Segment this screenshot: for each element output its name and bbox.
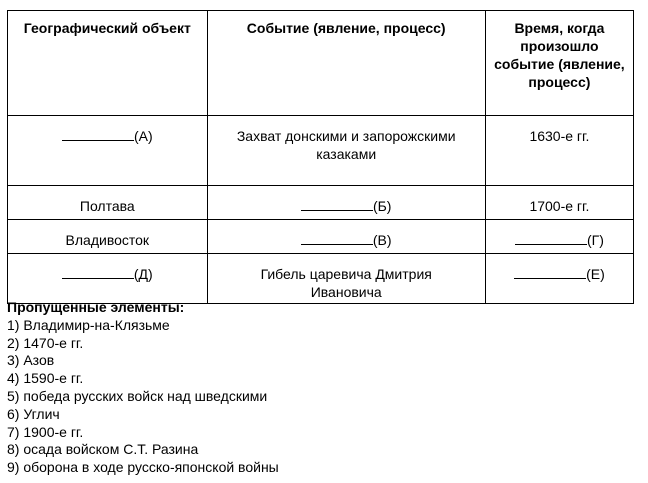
- list-item: 8) осада войском С.Т. Разина: [7, 441, 199, 458]
- missing-elements: [7, 299, 279, 477]
- answer-blank: [301, 197, 373, 211]
- header-geographic-object: Географический объект: [8, 11, 208, 116]
- answer-blank: [515, 231, 587, 245]
- table-row: [8, 116, 634, 186]
- answer-blank: [301, 231, 373, 245]
- blank-label: (Б): [372, 198, 392, 214]
- table-row: [8, 220, 634, 254]
- list-item: 6) Углич: [7, 405, 60, 422]
- blank-label: (Е): [586, 266, 605, 282]
- cell-event-text: Гибель царевича Дмитрия Ивановича: [260, 266, 432, 300]
- header-event: Событие (явление, процесс): [207, 11, 485, 116]
- cell-time: [485, 186, 633, 220]
- cell-time-text: 1700-е гг.: [529, 198, 590, 214]
- cell-time: [485, 254, 633, 304]
- list-item: 1) Владимир-на-Клязьме: [7, 316, 170, 333]
- answer-blank: [62, 127, 134, 141]
- missing-elements-list: [7, 317, 279, 477]
- cell-object: [8, 116, 208, 186]
- list-item: 4) 1590-е гг.: [7, 370, 84, 387]
- list-item: 7) 1900-е гг.: [7, 423, 84, 440]
- header-time: Время, когда произошло событие (явление, процесс): [485, 11, 633, 116]
- blank-label: (Д): [133, 266, 153, 282]
- cell-object: [8, 254, 208, 304]
- blank-label: (Г): [586, 232, 604, 248]
- answer-blank: [514, 265, 586, 279]
- list-item: 5) победа русских войск над шведскими: [7, 387, 268, 404]
- cell-time: [485, 220, 633, 254]
- cell-object-text: Владивосток: [65, 232, 150, 248]
- list-item: 9) оборона в ходе русско-японской войны: [7, 459, 279, 476]
- cell-time-text: 1630-е гг.: [529, 128, 590, 144]
- cell-object: [8, 186, 208, 220]
- cell-object: [8, 220, 208, 254]
- cell-event: [207, 220, 485, 254]
- list-item: 3) Азов: [7, 352, 55, 369]
- cell-time: [485, 116, 633, 186]
- cell-object-text: Полтава: [79, 198, 135, 214]
- cell-event-text: Захват донскими и запорожскими казаками: [236, 128, 456, 162]
- cell-event: [207, 254, 485, 304]
- blank-label: (В): [372, 232, 392, 248]
- table-row: [8, 186, 634, 220]
- cell-event: [207, 116, 485, 186]
- missing-elements-title: Пропущенные элементы:: [7, 299, 185, 315]
- table-header-row: [8, 11, 634, 116]
- table-row: [8, 254, 634, 304]
- answer-blank: [62, 265, 134, 279]
- blank-label: (А): [133, 128, 153, 144]
- list-item: 2) 1470-е гг.: [7, 334, 84, 351]
- cell-event: [207, 186, 485, 220]
- events-table: [7, 10, 634, 304]
